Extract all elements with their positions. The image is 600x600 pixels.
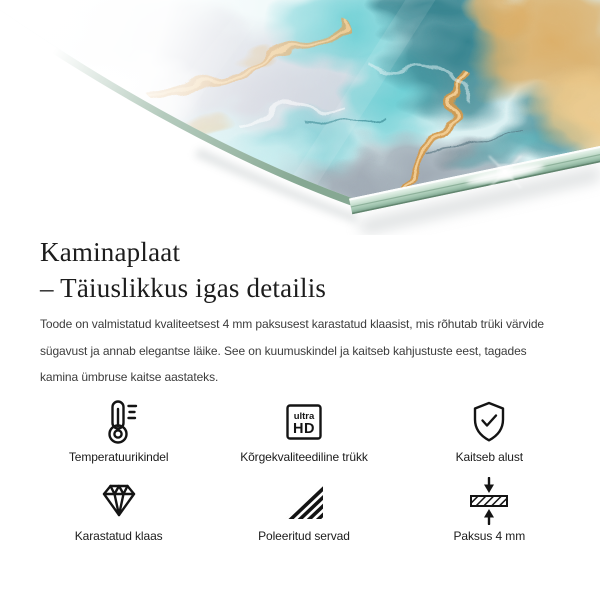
feature-label: Poleeritud servad (258, 529, 350, 543)
feature-label: Kaitseb alust (455, 450, 524, 464)
feature-temperature-resistant (26, 398, 211, 464)
description-line: Toode on valmistatud kvaliteetsest 4 mm paksusest karastatud klaasist, mis rõhutab trüki värvide (40, 317, 544, 331)
page-title-line2: – Täiuslikkus igas detailis (40, 273, 327, 303)
feature-tempered-glass (26, 477, 211, 543)
feature-print-quality (211, 398, 396, 464)
thermometer-icon (95, 398, 143, 446)
polished-edges-icon (280, 477, 328, 525)
feature-label: Karastatud klaas (74, 529, 163, 543)
shield-check-icon (465, 398, 513, 446)
description-line: sügavust ja annab elegantse läike. See on kuumuskindel ja kaitseb kahjustuste eest, tagades (40, 343, 527, 358)
feature-grid (26, 398, 582, 543)
glass-fireplace-panel-photo (0, 0, 600, 235)
feature-label: Kõrgekvaliteediline trükk (240, 450, 368, 464)
feature-protects-base (397, 398, 582, 464)
ultra-hd-icon (280, 398, 328, 446)
feature-label: Paksus 4 mm (453, 529, 526, 543)
page-title-line1: Kaminaplaat (40, 237, 181, 267)
thickness-arrows-icon (465, 477, 513, 525)
svg-text:ultra: ultra (293, 411, 315, 422)
product-description (40, 311, 544, 391)
page-title (40, 234, 326, 306)
feature-thickness (397, 477, 582, 543)
feature-label: Temperatuurikindel (68, 450, 169, 464)
feature-polished-edges (211, 477, 396, 543)
diamond-icon (95, 477, 143, 525)
description-line: kamina ümbruse kaitse aastateks. (40, 370, 219, 384)
svg-text:HD: HD (293, 421, 315, 437)
